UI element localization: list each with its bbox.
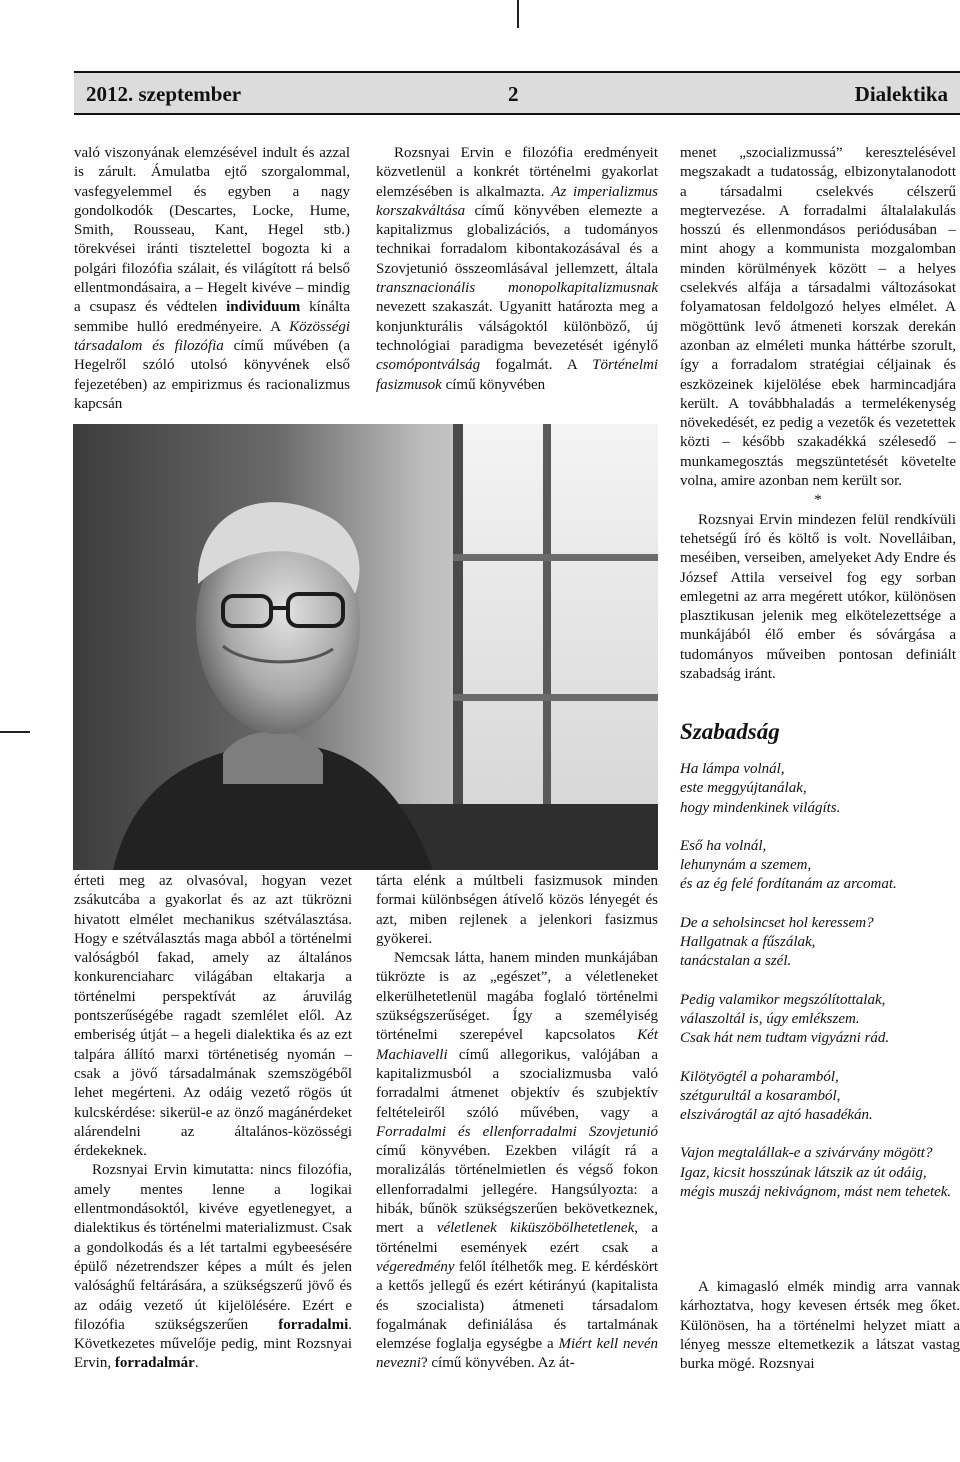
text-run: felől ítélhetők meg. E kérdéskört a kettős jellegű és ezért kétirányú (kapitalista és szocialista) átmeneti társadalom fogalmának definiálása és tartalmának elemzése foglalja egységbe a bbox=[376, 1258, 658, 1353]
poem-line: lehunynám a szemem, bbox=[680, 857, 812, 874]
header-page-number: 2 bbox=[508, 82, 519, 106]
header-publication: Dialektika bbox=[854, 82, 948, 106]
text-run: Nemcsak látta, hanem minden munkájában tükrözte is az „egészet”, a véletleneket elkerülhetetlenül magába foglaló történelmi szükségszerűséget. Így a személyiség történelmi szerepével kapcsolatos bbox=[376, 950, 658, 1044]
text-run: című könyvében bbox=[441, 376, 546, 393]
poem-line: Vajon megtalállak-e a szivárvány mögött? bbox=[680, 1145, 933, 1162]
text-run: . bbox=[194, 1355, 199, 1372]
italic-text: Közösségi társadalom és filozófia bbox=[74, 318, 350, 354]
paragraph bbox=[680, 511, 956, 685]
text-run: című könyvében. Ezekben világít rá a moralizálás történelmietlen és végső fokon ellenforradalmi jellegére. Hangsúlyozta: a hibák, bűnök szükségszerűen bekövetkeznek, mert a bbox=[376, 1143, 658, 1237]
poem-stanza bbox=[680, 1144, 955, 1202]
poem-stanza bbox=[680, 837, 955, 895]
portrait-illustration bbox=[73, 424, 658, 870]
poem-line: Igaz, kicsit hosszúnak látszik az út odáig, mégis muszáj nekivágnom, mást nem tehetek. bbox=[680, 1164, 952, 1201]
poem-line: Eső ha volnál, bbox=[680, 837, 767, 854]
poem-line: este meggyújtanálak, bbox=[680, 780, 807, 797]
poem-line: és az ég felé fordítanám az arcomat. bbox=[680, 876, 897, 893]
text-run: kínálta semmibe hulló eredményeire. A bbox=[74, 299, 350, 335]
italic-text: végeredmény bbox=[376, 1258, 455, 1275]
text-run: Rozsnyai Ervin mindezen felül rendkívüli tehetségű író és költő is volt. Novelláiban, meséiben, verseiben, amelyeket Ady Endre és József Attila verseivel fog egy sorban emlegetni az arra megérett utókor, különösen plasztikusan jelenik meg elkötelezettsége a munkájából élő ember és sóvárgása a tudományos műveiben pontosan definiált szabadság iránt. bbox=[680, 511, 956, 683]
poem-line: szétgurultál a kosaramból, bbox=[680, 1087, 841, 1104]
poem-line: válaszoltál is, úgy emlékszem. bbox=[680, 1010, 860, 1027]
italic-text: Miért kell nevén nevezni bbox=[376, 1336, 659, 1372]
bold-text: forradalmár bbox=[114, 1355, 195, 1372]
paragraph bbox=[376, 872, 658, 949]
column-3-end bbox=[680, 1278, 960, 1374]
bold-text: individuum bbox=[226, 299, 301, 316]
text-run: nevezett szakaszát. Ugyanitt határozta meg a konjunkturális válságoktól különböző, új technológiai paradigma bevezetését igénylő bbox=[376, 299, 658, 354]
text-run: való viszonyának elemzésével indult és azzal is zárult. Ámulatba ejtő szorgalommal, vasfegyelemmel és egyben a nagy gondolkodók (Descartes, Locke, Hume, Smith, Rousseau, Kant, Hegel stb.) törekvései iránti tisztelettel bogozta ki a polgári filozófia szálait, és világított rá belső ellentmondásaira, a – Hegelt kivéve – mindig a csupasz és védtelen bbox=[74, 145, 350, 316]
italic-text: Két Machiavelli bbox=[376, 1027, 658, 1063]
text-run: , a történelmi események ezért csak a bbox=[376, 1220, 658, 1256]
poem-stanza bbox=[680, 991, 955, 1049]
column-1-bottom bbox=[74, 872, 352, 1374]
header-date: 2012. szeptember bbox=[86, 82, 242, 106]
text-run: Rozsnyai Ervin e filozófia eredményeit közvetlenül a konkrét történelmi gyakorlat elemzésében is alkalmazta. bbox=[376, 145, 658, 200]
italic-text: transznacionális monopolkapitalizmusnak bbox=[376, 280, 658, 297]
poem-title: Szabadság bbox=[680, 719, 780, 744]
page-header bbox=[74, 71, 960, 115]
paragraph bbox=[376, 144, 658, 395]
paragraph bbox=[74, 144, 350, 414]
poem-line: tanácstalan a szél. bbox=[680, 953, 792, 970]
paragraph bbox=[680, 1278, 960, 1374]
poem-stanza bbox=[680, 760, 955, 818]
poem-line: Pedig valamikor megszólítottalak, bbox=[680, 991, 886, 1008]
poem-line: Kilötyögtél a poharamból, bbox=[680, 1068, 839, 1085]
text-run: című művében (a Hegelről szóló utolsó könyvének első fejezetében) az empirizmus és racionalizmus kapcsán bbox=[74, 337, 350, 412]
text-run: fogalmát. A bbox=[480, 357, 593, 374]
poem-line: hogy mindenkinek világíts. bbox=[680, 799, 841, 816]
text-run: menet „szocializmussá” keresztelésével megszakadt a tudatosság, elbizonytalanodott a társadalmi cselekvés célszerű megtervezése. A forradalmi általalakulás hosszú és ellenmondásos periódusában – mint ahogy a kommunista mozgalomban minden körülmények között – a helyes cselekvés alfája a társadalmi változásokat folyamatosan feldolgozó helyes elmélet. A mögöttünk levő átmeneti korszak derekán azonban az elméleti munka háttérbe szorult, így a forradalom stratégiai céljainak és eszközeinek kijelölése ebek harmincadjára került. A továbbhaladás a termelékenység növekedését, ez pedig a vezetők és vezetettek közti – később szakadékká szélesedő – munkamegosztás megszüntetését követelte volna, amire azonban nem került sor. bbox=[680, 145, 956, 490]
paragraph bbox=[74, 872, 352, 1161]
poem-line: Csak hát nem tudtam vigyázni rád. bbox=[680, 1030, 890, 1047]
crop-mark-top bbox=[517, 0, 519, 28]
text-run: tárta elénk a múltbeli fasizmusok minden formai különbségen átívelő közös lényegét és azt, miben rejlenek a jelenkori fasizmus gyökerei. bbox=[376, 873, 658, 947]
poem-line: De a seholsincset hol keressem? bbox=[680, 914, 874, 931]
crop-mark-left bbox=[0, 731, 30, 733]
italic-text: Forradalmi és ellenforradalmi Szovjetunió bbox=[376, 1123, 658, 1140]
text-run: ? című könyvében. Az át- bbox=[420, 1355, 575, 1372]
text-run: című könyvében elemezte a kapitalizmus globalizációs, a tudományos technikai forradalom kibontakozásával és a Szovjetunió összeomlásával jellemzett, általa bbox=[376, 202, 658, 277]
paragraph bbox=[376, 949, 658, 1374]
poem-line: elszivárogtál az ajtó hasadékán. bbox=[680, 1107, 873, 1124]
poem-stanza bbox=[680, 1068, 955, 1126]
bold-text: forradalmi bbox=[278, 1316, 349, 1333]
section-divider-star: * bbox=[814, 492, 822, 509]
column-3 bbox=[680, 144, 956, 684]
poem-stanza bbox=[680, 914, 955, 972]
italic-text: Történelmi fasizmusok bbox=[376, 357, 658, 393]
paragraph bbox=[74, 1161, 352, 1373]
text-run: című allegorikus, valójában a kapitalizmusból a szocializmusba való forradalmi átmenet objektív és szubjektív feltételeiről szóló művében, vagy a bbox=[376, 1046, 658, 1121]
text-run: A kimagasló elmék mindig arra vannak kárhoztatva, hogy kevesen értsék meg őket. Különösen, ha a történelmi helyzet miatt a lényeg messze eltemetkezik a látszat vastag burka mögé. Rozsnyai bbox=[680, 1279, 960, 1373]
italic-text: Az imperializmus korszakváltása bbox=[376, 183, 658, 219]
italic-text: csomópontválság bbox=[376, 357, 481, 374]
poem-line: Hallgatnak a fűszálak, bbox=[680, 934, 816, 951]
column-1-top bbox=[74, 144, 350, 414]
text-run: érteti meg az olvasóval, hogyan vezet zsákutcába a gyakorlat és az azt tükrözni hivatott elmélet mechanikus szétválasztása. Hogy e szétválasztás maga abból a történelmi valóságból fakad, amely az általános konkurenciaharc világában eltakarja a történelmi perspektívát az áruvilág pontszerűségébe ragadt szemlélet elől. Az emberiség útját – a hegeli dialektika és az ezt talpára állító marxi történetiség nyomán – csak a jövő társadalmának szemszögéből lehet megérteni. Az odáig vezető rögös út kulcskérdése: sikerül-e az önző magánérdeket alárendelni az általános-közösségi érdekeknek. bbox=[74, 873, 352, 1160]
text-run: . Következetes művelője pedig, mint Rozsnyai Ervin, bbox=[74, 1316, 352, 1372]
text-run: Rozsnyai Ervin kimutatta: nincs filozófia, amely mentes lenne a logikai ellentmondásoktól, kivéve egyetlenegyet, a dialektikus és történelmi materializmust. Csak a gondolkodás és a lét tartalmi egybeesésére épülő nézetrendszer képes a múlt és jelen valósághű feltárására, a szükségszerű jövő és az odáig vezető út kijelölésére. Ezért e filozófia szükségszerűen bbox=[74, 1162, 352, 1333]
italic-text: véletlenek kiküszöbölhetetlenek bbox=[436, 1220, 635, 1237]
paragraph bbox=[680, 144, 956, 491]
column-2-bottom bbox=[376, 872, 658, 1374]
poem-body bbox=[680, 760, 955, 1221]
portrait-photo bbox=[73, 424, 658, 870]
poem-line: Ha lámpa volnál, bbox=[680, 761, 785, 777]
column-2-top bbox=[376, 144, 658, 395]
